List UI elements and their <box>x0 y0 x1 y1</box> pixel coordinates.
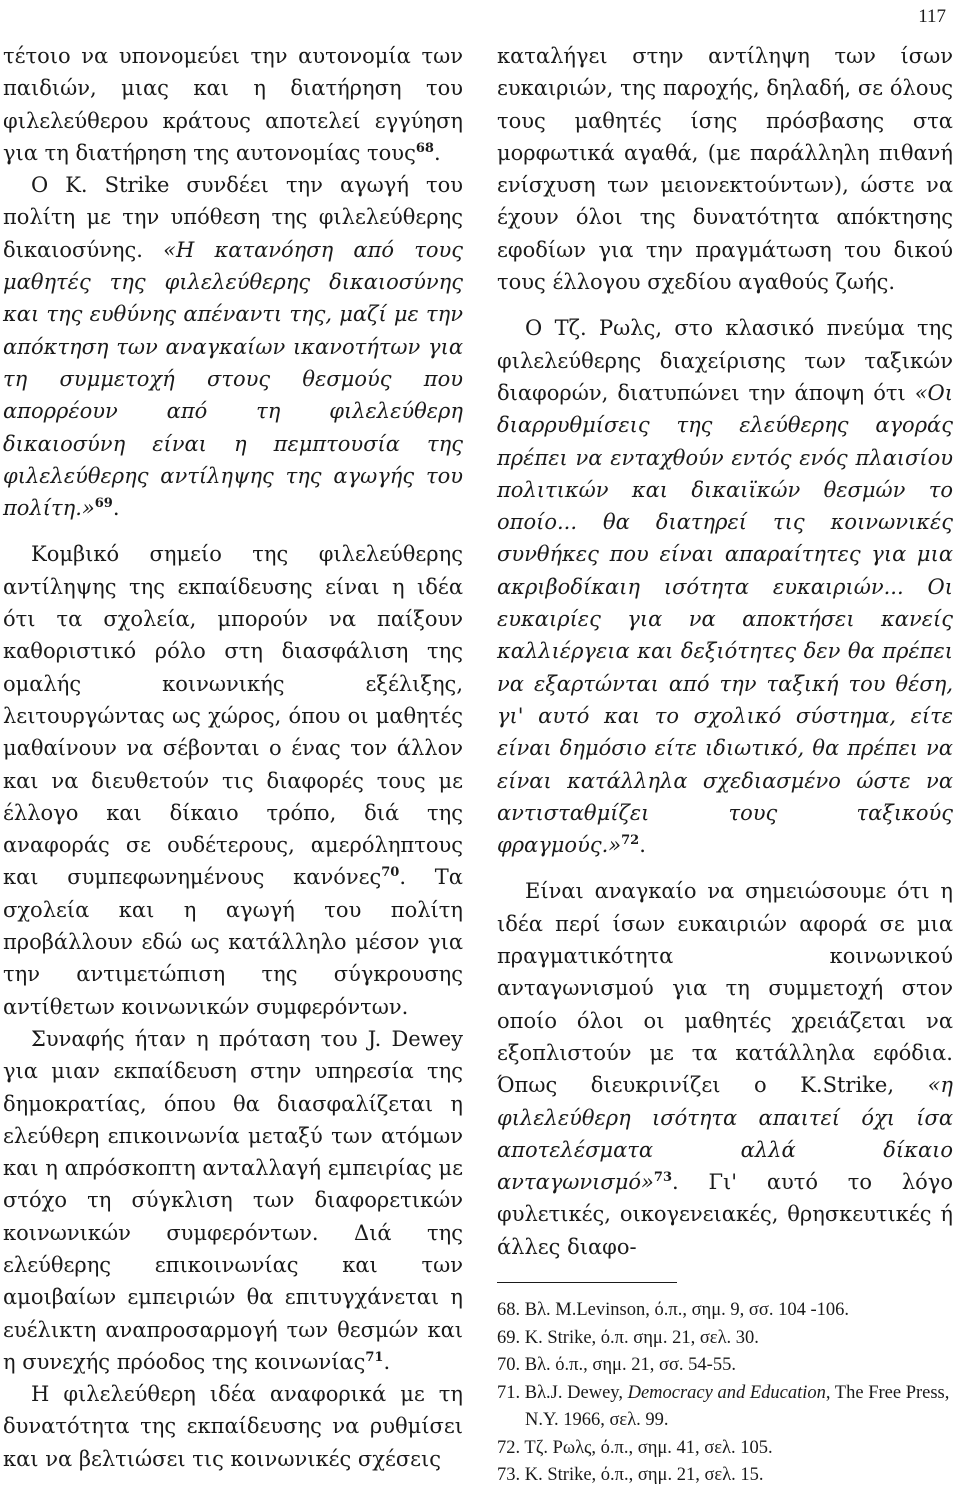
left-column <box>3 40 463 1475</box>
quote: «η φιλελεύθερη ισότητα απαιτεί όχι ίσα αποτελέσματα αλλά δίκαιο ανταγωνισμό» <box>497 1073 953 1195</box>
right-column <box>497 40 953 1263</box>
footnote-ref: 70 <box>381 865 400 881</box>
paragraph-text: Είναι αναγκαίο να σημειώσουμε ότι η ιδέα περί ίσων ευκαιριών αφορά σε μια πραγματικότητα κοινωνικού ανταγωνισμού για τη συμμετοχή στον οποίο όλοι οι μαθητές χρειάζεται να εξοπλιστούν με τα κατάλληλα εφόδια. Όπως διευκρινίζει ο K.Strike, <box>497 879 953 1098</box>
book-title: Democracy and Education <box>627 1382 826 1403</box>
footnote-ref: 73 <box>653 1170 672 1186</box>
paragraph <box>3 1378 463 1475</box>
paragraph-text: . <box>433 140 441 165</box>
paragraph <box>497 312 953 861</box>
footnote-ref: 72 <box>621 833 640 849</box>
quote: «Οι διαρρυθμίσεις της ελεύθερης αγοράς πρέπει να ενταχθούν εντός ενός πλαισίου πολιτικών και δικαιϊκών θεσμών το οποίο... θα διατηρεί τις κοινωνικές συνθήκες που είναι απαραίτητες για μια ακριβοδίκαιη ισότητα ευκαιριών... Οι ευκαιρίες για να αποκτήσει κανείς καλλιέργεια και δεξιότητες δεν θα πρέπει να εξαρτώνται από την ταξική του θέση, γι' αυτό και το σχολικό σύστημα, είτε είναι δημόσιο είτε ιδιωτικό, θα πρέπει να είναι κατάλληλα σχεδιασμένο ώστε να αντισταθμίζει τους ταξικούς φραγμούς.» <box>497 380 953 858</box>
footnote: 73. K. Strike, ό.π., σημ. 21, σελ. 15. <box>497 1465 764 1485</box>
paragraph-text: τέτοιο να υπονομεύει την αυτονομία των παιδιών, μιας και η διατήρηση του φιλελεύθερου κράτους αποτελεί εγγύηση για τη διατήρηση της αυτονομίας τους <box>3 44 463 165</box>
footnotes <box>497 1282 953 1490</box>
paragraph <box>3 538 463 1022</box>
footnote-ref: 69 <box>94 496 113 512</box>
paragraph <box>3 40 463 169</box>
paragraph-text: . Γι' αυτό το λόγο φυλετικές, οικογενειακές, θρησκευτικές ή άλλες διαφο- <box>497 1170 953 1259</box>
footnote-ref: 68 <box>415 140 434 156</box>
footnote: 70. Βλ. ό.π., σημ. 21, σσ. 54-55. <box>497 1355 736 1375</box>
page-number: 117 <box>918 6 946 27</box>
paragraph-text: Κομβικό σημείο της φιλελεύθερης αντίληψης της εκπαίδευσης είναι η ιδέα ότι τα σχολεία, μπορούν να παίξουν καθοριστικό ρόλο στη διασφάλιση της ομαλής κοινωνικής εξέλιξης, λειτουργώντας ως χώρος, όπου οι μαθητές μαθαίνουν να σέβονται ο ένας τον άλλον και να διευθετούν τις διαφορές τους με έλλογο και δίκαιο τρόπο, διά της αναφοράς σε ουδέτερους, αμερόληπτους και συμπεφωνημένους κανόνες <box>3 542 463 890</box>
footnote-text: , The Free Press, N.Y. 1966, σελ. 99. <box>525 1382 950 1430</box>
footnote: 68. Βλ. M.Levinson, ό.π., σημ. 9, σσ. 104 -106. <box>497 1300 849 1320</box>
footnote: 69. K. Strike, ό.π. σημ. 21, σελ. 30. <box>497 1327 759 1348</box>
footnote <box>497 1380 953 1435</box>
paragraph-text: . <box>112 496 120 521</box>
footnote: 72. Τζ. Ρωλς, ό.π., σημ. 41, σελ. 105. <box>497 1437 773 1458</box>
paragraph <box>3 1023 463 1378</box>
paragraph <box>497 875 953 1263</box>
paragraph-text: Ο Κ. Strike συνδέει την αγωγή του πολίτη με την υπόθεση της φιλελεύθερης δικαιοσύνης. <box>3 173 463 262</box>
footnote-ref: 71 <box>365 1349 384 1365</box>
paragraph-text: Η φιλελεύθερη ιδέα αναφορικά με τη δυνατότητα της εκπαίδευσης να ρυθμίσει και να βελτιώσει τις κοινωνικές σχέσεις <box>3 1382 463 1471</box>
footnote-divider <box>497 1282 677 1283</box>
paragraph-text: . <box>639 833 646 858</box>
footnote-text: 71. Βλ.J. Dewey, <box>497 1382 628 1403</box>
paragraph <box>497 40 953 298</box>
quote: «Η κατανόηση από τους μαθητές της φιλελεύθερης δικαιοσύνης και της ευθύνης απέναντι της, μαζί με την απόκτηση των αναγκαίων ικανοτήτων για τη συμμετοχή στους θεσμούς που απορρέουν από τη φιλελεύθερη δικαιοσύνη είναι η πεμπτουσία της φιλελεύθερης αντίληψης της αγωγής του πολίτη.» <box>3 237 463 521</box>
paragraph-text: . Τα σχολεία και η αγωγή του πολίτη προβάλλουν εδώ ως κατάλληλο μέσον για την αντιμετώπιση της σύγκρουσης αντίθετων κοινωνικών συμφερόντων. <box>3 865 463 1019</box>
paragraph-text: Ο Τζ. Ρωλς, στο κλασικό πνεύμα της φιλελεύθερης διαχείρισης των ταξικών διαφορών, διατυπώνει την άποψη ότι <box>497 316 953 405</box>
paragraph-text: καταλήγει στην αντίληψη των ίσων ευκαιριών, της παροχής, δηλαδή, σε όλους τους μαθητές ίσης πρόσβασης στα μορφωτικά αγαθά, (με παράλληλη πιθανή ενίσχυση των μειονεκτούντων), ώστε να έχουν όλοι της δυνατότητα απόκτησης εφοδίων για την πραγμάτωση του δικού τους έλλογου σχεδίου αγαθούς ζωής. <box>497 44 953 295</box>
paragraph-text: Συναφής ήταν η πρόταση του J. Dewey για μιαν εκπαίδευση στην υπηρεσία της δημοκρατίας, όπου θα διασφαλίζεται η ελεύθερη επικοινωνία μεταξύ των ατόμων και η απρόσκοπτη ανταλλαγή εμπειρίας με στόχο τη σύγκλιση των διαφορετικών κοινωνικών συμφερόντων. Διά της ελεύθερης επικοινωνίας και των αμοιβαίων εμπειριών θα επιτυγχάνεται η ευέλικτη αναπροσαρμογή των θεσμών και η συνεχής πρόοδος της κοινωνίας <box>3 1026 463 1374</box>
paragraph <box>3 169 463 524</box>
paragraph-text: . <box>383 1349 391 1374</box>
